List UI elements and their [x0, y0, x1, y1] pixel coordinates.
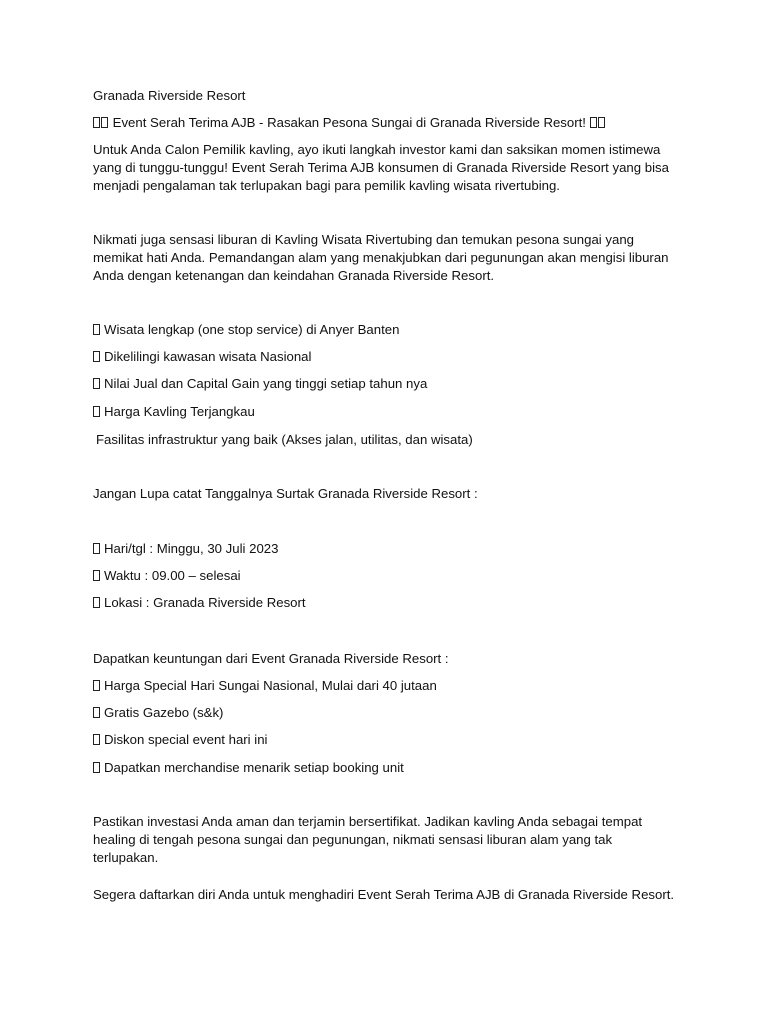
list-item: Harga Kavling Terjangkau: [93, 403, 255, 421]
list-item: Gratis Gazebo (s&k): [93, 704, 223, 722]
headline-text: Event Serah Terima AJB - Rasakan Pesona Sungai di Granada Riverside Resort!: [112, 115, 586, 130]
list-item: Dapatkan merchandise menarik setiap booking unit: [93, 759, 404, 777]
missing-glyph-icon: [93, 378, 100, 389]
list-item: Wisata lengkap (one stop service) di Anyer Banten: [93, 321, 399, 339]
list-item: Lokasi : Granada Riverside Resort: [93, 594, 306, 612]
missing-glyph-icon: [93, 324, 100, 335]
document-title: Granada Riverside Resort: [93, 88, 246, 103]
missing-glyph-icon: [93, 762, 100, 773]
list-item: Hari/tgl : Minggu, 30 Juli 2023: [93, 540, 278, 558]
missing-glyph-icon: [590, 117, 597, 128]
date-heading: Jangan Lupa catat Tanggalnya Surtak Granada Riverside Resort :: [93, 486, 478, 501]
list-item: Harga Special Hari Sungai Nasional, Mulai dari 40 jutaan: [93, 677, 437, 695]
benefits-heading: Dapatkan keuntungan dari Event Granada Riverside Resort :: [93, 651, 449, 666]
list-item: Diskon special event hari ini: [93, 731, 267, 749]
list-item: Nilai Jual dan Capital Gain yang tinggi setiap tahun nya: [93, 375, 427, 393]
closing-paragraph-2: Segera daftarkan diri Anda untuk menghadiri Event Serah Terima AJB di Granada Riverside Resort.: [93, 887, 675, 902]
list-item: Dikelilingi kawasan wisata Nasional: [93, 348, 311, 366]
missing-glyph-icon: [93, 351, 100, 362]
missing-glyph-icon: [93, 570, 100, 581]
missing-glyph-icon: [93, 117, 100, 128]
closing-paragraph-1: Pastikan investasi Anda aman dan terjamin bersertifikat. Jadikan kavling Anda sebagai tempat healing di tengah pesona sungai dan pegunungan, nikmati sensasi liburan alam yang tak terlupakan.: [93, 814, 643, 865]
headline: [93, 114, 683, 132]
list-item: Waktu : 09.00 – selesai: [93, 567, 241, 585]
missing-glyph-icon: [93, 597, 100, 608]
list-item: Fasilitas infrastruktur yang baik (Akses jalan, utilitas, dan wisata): [96, 432, 473, 447]
missing-glyph-icon: [598, 117, 605, 128]
missing-glyph-icon: [101, 117, 108, 128]
paragraph-2: Nikmati juga sensasi liburan di Kavling Wisata Rivertubing dan temukan pesona sungai yang memikat hati Anda. Pemandangan alam yang menakjubkan dari pegunungan akan mengisi liburan Anda dengan ketenangan dan keindahan Granada Riverside Resort.: [93, 232, 669, 283]
intro-paragraph: Untuk Anda Calon Pemilik kavling, ayo ikuti langkah investor kami dan saksikan momen istimewa yang di tunggu-tunggu! Event Serah Terima AJB konsumen di Granada Riverside Resort yang bisa menjadi pengalaman tak terlupakan bagi para pemilik kavling wisata rivertubing.: [93, 142, 669, 193]
missing-glyph-icon: [93, 734, 100, 745]
missing-glyph-icon: [93, 707, 100, 718]
missing-glyph-icon: [93, 543, 100, 554]
missing-glyph-icon: [93, 406, 100, 417]
missing-glyph-icon: [93, 680, 100, 691]
